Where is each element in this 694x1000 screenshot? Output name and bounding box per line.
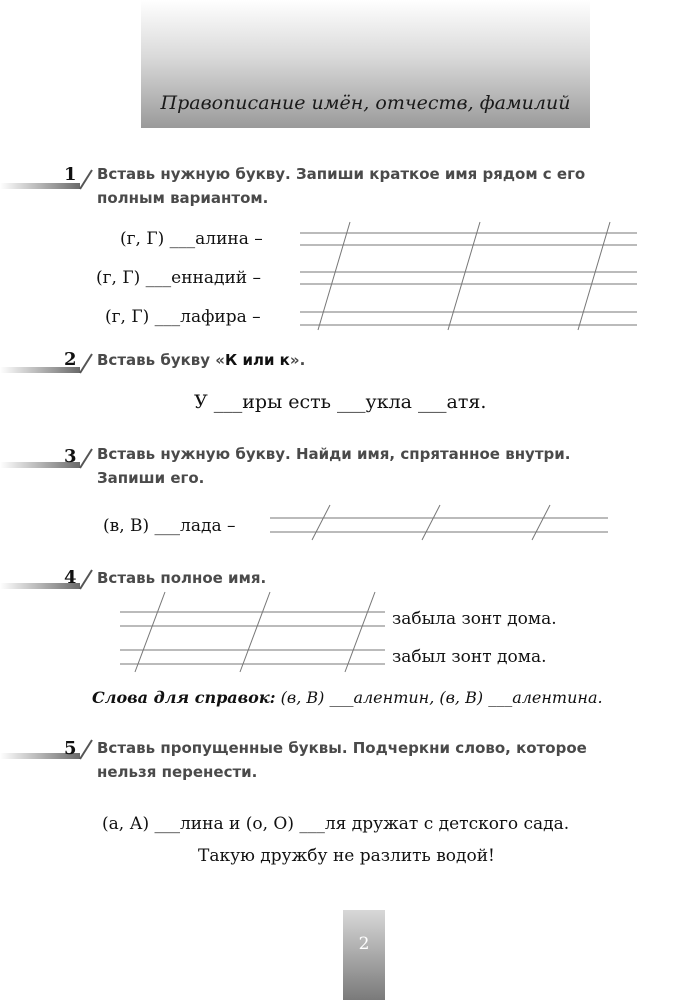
task-number-5: 5 <box>64 738 77 759</box>
task-instruction-2: Вставь букву «К или к». <box>97 351 306 369</box>
task-instruction-4: Вставь полное имя. <box>97 569 267 587</box>
task2-sentence: У ___иры есть ___укла ___атя. <box>194 391 487 413</box>
task5-line-1: (а, А) ___лина и (о, О) ___ля дружат с детского сада. <box>102 814 570 834</box>
task5-line-2: Такую дружбу не разлить водой! <box>198 846 495 866</box>
task3-line: (в, В) ___лада – <box>103 516 236 536</box>
task4-writing-lines <box>120 592 385 672</box>
task-bar-2 <box>0 354 92 373</box>
task-number-1: 1 <box>64 164 77 185</box>
task-bar-3 <box>0 449 92 468</box>
page-number-tab <box>343 910 385 1000</box>
task-bar-5 <box>0 740 92 759</box>
task4-line-2-suffix: забыл зонт дома. <box>392 647 547 667</box>
task-instruction-5: Вставь пропущенные буквы. Подчеркни слово, которое нельзя перенести. <box>97 739 587 781</box>
reference-text: (в, В) ___алентин, (в, В) ___алентина. <box>280 688 603 707</box>
task1-line-2: (г, Г) ___еннадий – <box>96 268 262 288</box>
task4-line-1-suffix: забыла зонт дома. <box>392 609 557 629</box>
task-number-3: 3 <box>64 446 77 467</box>
task1-line-3: (г, Г) ___лафира – <box>105 307 261 327</box>
task-instruction-3: Вставь нужную букву. Найди имя, спрятанное внутри. Запиши его. <box>97 445 571 487</box>
task-bar-4 <box>0 570 92 589</box>
reference-label: Слова для справок: <box>92 688 276 707</box>
task-number-2: 2 <box>64 349 77 370</box>
task1-writing-lines <box>300 222 637 330</box>
task3-writing-lines <box>270 505 608 540</box>
page-number: 2 <box>358 934 370 954</box>
task-bar-1 <box>0 170 92 189</box>
task1-line-1: (г, Г) ___алина – <box>120 229 263 249</box>
task-number-4: 4 <box>64 567 77 588</box>
page-title: Правописание имён, отчеств, фамилий <box>160 92 571 114</box>
task-instruction-1: Вставь нужную букву. Запиши краткое имя рядом с его полным вариантом. <box>97 165 586 207</box>
reference-words <box>92 688 603 707</box>
